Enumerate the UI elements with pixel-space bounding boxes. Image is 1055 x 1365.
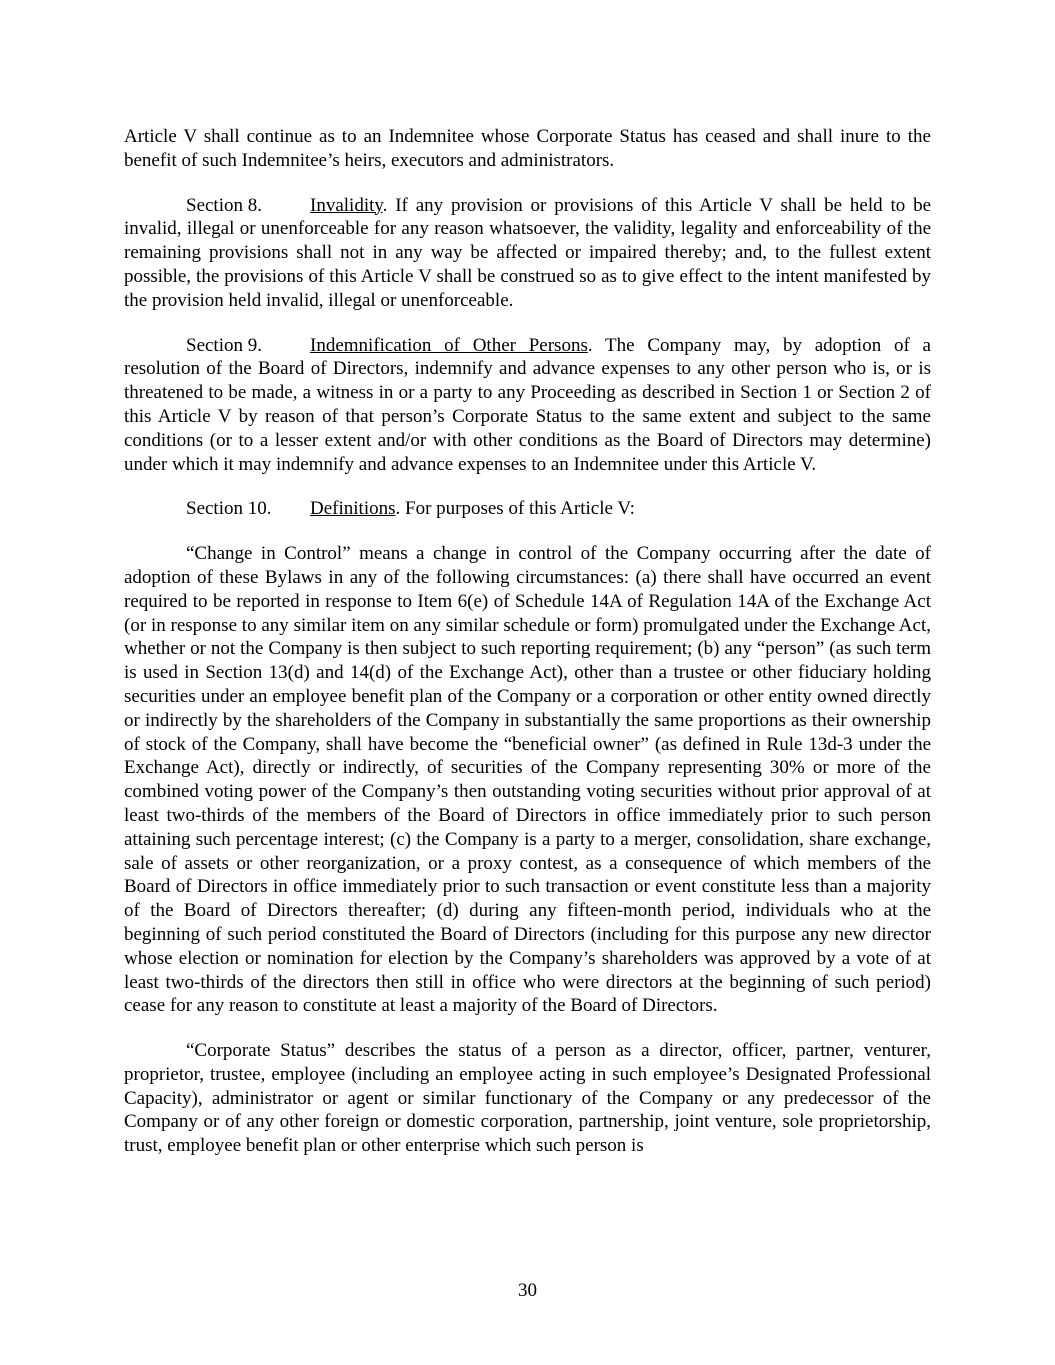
continuation-paragraph: Article V shall continue as to an Indemnitee whose Corporate Status has ceased and shall inure to the benefit of such Indemnitee’s heirs, executors and administrators. [124, 126, 931, 171]
section-8-title: Invalidity [310, 194, 383, 216]
section-8-text: . If any provision or provisions of this Article V shall be held to be invalid, illegal or unenforceable for any reason whatsoever, the validity, legality and enforceability of the remaining provisions shall not in any way be affected or impaired thereby; and, to the fullest extent possible, the provisions of this Article V shall be construed so as to give effect to the intent manifested by the provision held invalid, illegal or unenforceable. [124, 194, 931, 311]
section-9-paragraph [124, 334, 931, 477]
section-10-number: Section 10. [186, 498, 272, 520]
section-9-number: Section 9. [186, 334, 262, 356]
page-body [124, 125, 931, 1179]
corporate-status-definition: “Corporate Status” describes the status of a person as a director, officer, partner, venturer, proprietor, trustee, employee (including an employee acting in such employee’s Designated Professional Capacity), administrator or agent or similar functionary of the Company or any predecessor of the Company or of any other foreign or domestic corporation, partnership, joint venture, sole proprietorship, trust, employee benefit plan or other enterprise which such person is [124, 1040, 931, 1157]
section-9-title: Indemnification of Other Persons [310, 334, 588, 356]
section-8-paragraph [124, 194, 931, 313]
section-9-text: . The Company may, by adoption of a resolution of the Board of Directors, indemnify and advance expenses to any other person who is, or is threatened to be made, a witness in or a party to any Proceeding as described in Section 1 or Section 2 of this Article V by reason of that person’s Corporate Status to the same extent and subject to the same conditions (or to a lesser extent and/or with other conditions as the Board of Directors may determine) under which it may indemnify and advance expenses to an Indemnitee under this Article V. [124, 334, 931, 475]
section-10-paragraph [124, 497, 931, 521]
section-8-number: Section 8. [186, 194, 262, 216]
section-10-title: Definitions [310, 498, 396, 520]
change-in-control-definition: “Change in Control” means a change in control of the Company occurring after the date of adoption of these Bylaws in any of the following circumstances: (a) there shall have occurred an event required to be reported in response to Item 6(e) of Schedule 14A of Regulation 14A of the Exchange Act (or in response to any similar item on any similar schedule or form) promulgated under the Exchange Act, whether or not the Company is then subject to such reporting requirement; (b) any “person” (as such term is used in Section 13(d) and 14(d) of the Exchange Act), other than a trustee or other fiduciary holding securities under an employee benefit plan of the Company or a corporation or other entity owned directly or indirectly by the shareholders of the Company in substantially the same proportions as their ownership of stock of the Company, shall have become the “beneficial owner” (as defined in Rule 13d-3 under the Exchange Act), directly or indirectly, of securities of the Company representing 30% or more of the combined voting power of the Company’s then outstanding voting securities without prior approval of at least two-thirds of the members of the Board of Directors in office immediately prior to such person attaining such percentage interest; (c) the Company is a party to a merger, consolidation, share exchange, sale of assets or other reorganization, or a proxy contest, as a consequence of which members of the Board of Directors in office immediately prior to such transaction or event constitute less than a majority of the Board of Directors thereafter; (d) during any fifteen-month period, individuals who at the beginning of such period constituted the Board of Directors (including for this purpose any new director whose election or nomination for election by the Company’s shareholders was approved by a vote of at least two-thirds of the directors then still in office who were directors at the beginning of such period) cease for any reason to constitute at least a majority of the Board of Directors. [124, 543, 931, 1017]
section-10-text: . For purposes of this Article V: [395, 498, 635, 520]
page-number: 30 [518, 1280, 537, 1301]
